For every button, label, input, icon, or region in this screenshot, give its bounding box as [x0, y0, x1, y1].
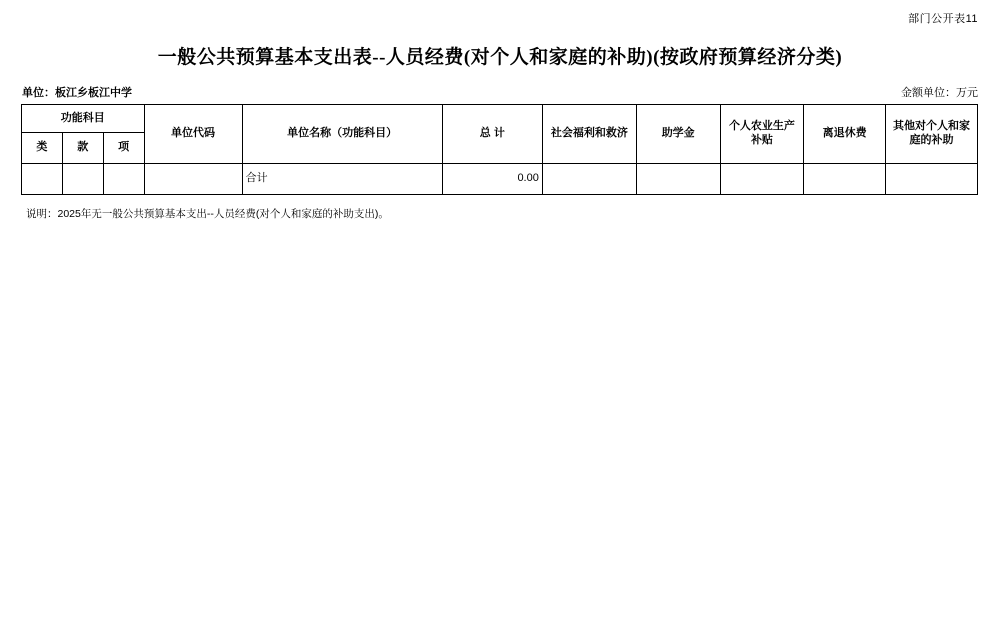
- cell-grant: [636, 164, 720, 195]
- cell-xiang: [103, 164, 144, 195]
- header-grant: 助学金: [636, 105, 720, 164]
- cell-kuan: [62, 164, 103, 195]
- header-social-welfare: 社会福利和救济: [542, 105, 636, 164]
- header-lei: 类: [22, 133, 63, 164]
- cell-agri-subsidy: [720, 164, 804, 195]
- header-agri-subsidy: 个人农业生产补贴: [720, 105, 804, 164]
- header-function-subject: 功能科目: [22, 105, 145, 133]
- header-kuan: 款: [62, 133, 103, 164]
- header-xiang: 项: [103, 133, 144, 164]
- cell-unit-name: 合计: [242, 164, 442, 195]
- header-unit-name: 单位名称（功能科目）: [242, 105, 442, 164]
- header-total: 总 计: [442, 105, 542, 164]
- page-title: 一般公共预算基本支出表--人员经费(对个人和家庭的补助)(按政府预算经济分类): [157, 47, 843, 68]
- amount-unit-label: 金额单位：万元: [901, 87, 978, 99]
- cell-unit-code: [144, 164, 242, 195]
- table-row: [22, 164, 978, 195]
- unit-label: 单位：板江乡板江中学: [22, 87, 132, 99]
- budget-table: [21, 104, 978, 195]
- cell-lei: [22, 164, 63, 195]
- cell-total: 0.00: [442, 164, 542, 195]
- meta-row: [22, 84, 978, 100]
- header-unit-code: 单位代码: [144, 105, 242, 164]
- table-header-group-row: [22, 105, 978, 133]
- page-label: 部门公开表11: [908, 13, 978, 25]
- cell-social-welfare: [542, 164, 636, 195]
- cell-other-subsidy: [886, 164, 978, 195]
- table-note: 说明：2025年无一般公共预算基本支出--人员经费(对个人和家庭的补助支出)。: [26, 208, 389, 220]
- cell-retirement: [804, 164, 886, 195]
- header-retirement: 离退休费: [804, 105, 886, 164]
- header-other-subsidy: 其他对个人和家庭的补助: [886, 105, 978, 164]
